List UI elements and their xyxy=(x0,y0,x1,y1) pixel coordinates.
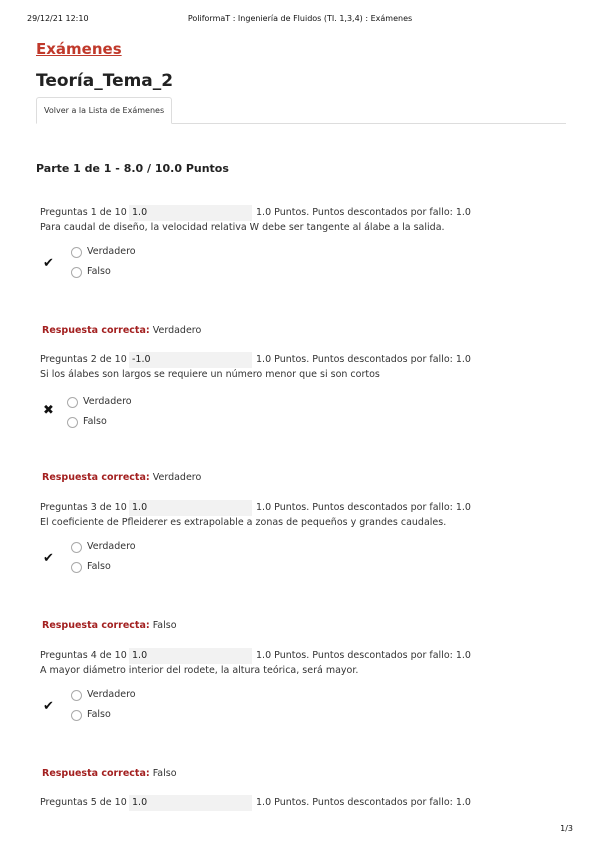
back-to-exam-list-tab[interactable]: Volver a la Lista de Exámenes xyxy=(36,97,172,124)
radio-icon[interactable] xyxy=(71,562,82,573)
part-title: Parte 1 de 1 - 8.0 / 10.0 Puntos xyxy=(36,162,229,175)
tab-bar xyxy=(36,97,566,124)
option-label: Verdadero xyxy=(87,246,136,257)
question-4 xyxy=(40,648,570,788)
question-header xyxy=(40,648,570,664)
points-info: 1.0 Puntos. Puntos descontados por fallo: 1.0 xyxy=(256,354,471,365)
question-header xyxy=(40,500,570,516)
print-date: 29/12/21 12:10 xyxy=(27,14,89,23)
question-1 xyxy=(40,205,570,345)
question-number: Preguntas 2 de 10 xyxy=(40,354,127,365)
check-icon: ✔ xyxy=(43,699,54,714)
correct-answer xyxy=(42,620,177,631)
question-number: Preguntas 4 de 10 xyxy=(40,650,127,661)
option-label: Verdadero xyxy=(87,541,136,552)
page-number: 1/3 xyxy=(560,824,573,833)
question-text: El coeficiente de Pfleiderer es extrapolable a zonas de pequeños y grandes caudales. xyxy=(40,517,447,528)
score-field: 1.0 xyxy=(129,795,252,811)
points-info: 1.0 Puntos. Puntos descontados por fallo: 1.0 xyxy=(256,650,471,661)
correct-answer-label: Respuesta correcta: xyxy=(42,472,150,483)
option-label: Falso xyxy=(87,266,111,277)
print-title: PoliformaT : Ingeniería de Fluidos (TI. 1,3,4) : Exámenes xyxy=(187,14,413,23)
question-number: Preguntas 3 de 10 xyxy=(40,502,127,513)
points-info: 1.0 Puntos. Puntos descontados por fallo: 1.0 xyxy=(256,797,471,808)
radio-icon[interactable] xyxy=(71,267,82,278)
correct-answer xyxy=(42,472,201,483)
correct-answer-value: Falso xyxy=(152,768,177,779)
correct-answer xyxy=(42,325,201,336)
correct-answer-value: Verdadero xyxy=(152,325,202,336)
question-number: Preguntas 1 de 10 xyxy=(40,207,127,218)
points-info: 1.0 Puntos. Puntos descontados por fallo: 1.0 xyxy=(256,502,471,513)
print-header xyxy=(0,14,600,26)
option-label: Falso xyxy=(83,416,107,427)
correct-answer xyxy=(42,768,177,779)
correct-answer-label: Respuesta correcta: xyxy=(42,325,150,336)
option-label: Verdadero xyxy=(87,689,136,700)
correct-answer-value: Verdadero xyxy=(152,472,202,483)
question-text: A mayor diámetro interior del rodete, la altura teórica, será mayor. xyxy=(40,665,359,676)
question-3 xyxy=(40,500,570,640)
radio-icon[interactable] xyxy=(71,542,82,553)
question-text: Si los álabes son largos se requiere un número menor que si son cortos xyxy=(40,369,380,380)
score-field: 1.0 xyxy=(129,205,252,221)
cross-icon: ✖ xyxy=(43,403,54,418)
question-header xyxy=(40,205,570,221)
radio-icon[interactable] xyxy=(71,247,82,258)
breadcrumb-examenes-link[interactable]: Exámenes xyxy=(36,40,122,58)
page-title: Teoría_Tema_2 xyxy=(36,71,174,91)
question-header xyxy=(40,352,570,368)
radio-icon[interactable] xyxy=(67,417,78,428)
points-info: 1.0 Puntos. Puntos descontados por fallo: 1.0 xyxy=(256,207,471,218)
option-label: Verdadero xyxy=(83,396,132,407)
check-icon: ✔ xyxy=(43,551,54,566)
question-5 xyxy=(40,795,570,815)
correct-answer-label: Respuesta correcta: xyxy=(42,620,150,631)
option-label: Falso xyxy=(87,709,111,720)
radio-icon[interactable] xyxy=(71,690,82,701)
score-field: 1.0 xyxy=(129,500,252,516)
score-field: -1.0 xyxy=(129,352,252,368)
correct-answer-label: Respuesta correcta: xyxy=(42,768,150,779)
question-header xyxy=(40,795,570,811)
correct-answer-value: Falso xyxy=(152,620,177,631)
question-2 xyxy=(40,352,570,492)
radio-icon[interactable] xyxy=(71,710,82,721)
question-text: Para caudal de diseño, la velocidad relativa W debe ser tangente al álabe a la salida. xyxy=(40,222,445,233)
check-icon: ✔ xyxy=(43,256,54,271)
score-field: 1.0 xyxy=(129,648,252,664)
option-label: Falso xyxy=(87,561,111,572)
radio-icon[interactable] xyxy=(67,397,78,408)
question-number: Preguntas 5 de 10 xyxy=(40,797,127,808)
